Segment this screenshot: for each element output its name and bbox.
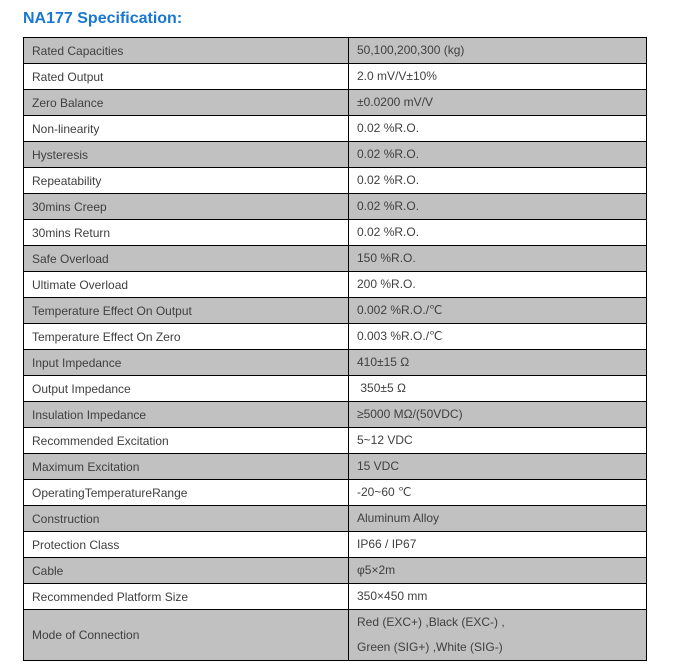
spec-label-cell: Recommended Platform Size [24,584,349,610]
spec-value-cell [349,168,647,194]
spec-value-line: 0.003 %R.O./℃ [357,329,443,343]
spec-value-cell [349,38,647,64]
spec-value-cell [349,246,647,272]
spec-value-cell [349,376,647,402]
spec-value-line: 2.0 mV/V±10% [357,69,437,83]
spec-value-line: 0.02 %R.O. [357,121,420,135]
spec-value-cell [349,584,647,610]
spec-label-cell: Repeatability [24,168,349,194]
spec-value-line: Green (SIG+) ,White (SIG-) [357,640,503,654]
spec-value-line: 410±15 Ω [357,355,410,369]
spec-value-line: IP66 / IP67 [357,537,417,551]
spec-label-cell: Temperature Effect On Zero [24,324,349,350]
spec-value-cell [349,64,647,90]
spec-value-line: Aluminum Alloy [357,511,440,525]
spec-label-cell: Temperature Effect On Output [24,298,349,324]
table-row [24,402,647,428]
table-row [24,376,647,402]
spec-label-cell: Cable [24,558,349,584]
spec-value-cell [349,324,647,350]
spec-label-cell: Input Impedance [24,350,349,376]
spec-value-cell [349,402,647,428]
spec-label-cell: OperatingTemperatureRange [24,480,349,506]
spec-label-cell: Insulation Impedance [24,402,349,428]
spec-value-cell [349,532,647,558]
spec-label-cell: 30mins Creep [24,194,349,220]
spec-value-line: 350×450 mm [357,589,428,603]
spec-label-cell: Zero Balance [24,90,349,116]
spec-value-cell [349,220,647,246]
spec-value-line: 0.02 %R.O. [357,199,420,213]
spec-value-cell [349,506,647,532]
spec-value-cell [349,116,647,142]
spec-label-cell: Hysteresis [24,142,349,168]
table-row [24,194,647,220]
spec-label-cell: Construction [24,506,349,532]
table-row [24,454,647,480]
table-row [24,558,647,584]
spec-value-cell [349,142,647,168]
table-row [24,246,647,272]
table-row [24,220,647,246]
spec-value-line: φ5×2m [357,563,396,577]
spec-value-cell [349,194,647,220]
spec-label-cell: 30mins Return [24,220,349,246]
spec-value-line: 0.02 %R.O. [357,225,420,239]
spec-label-cell: Protection Class [24,532,349,558]
spec-value-line: 0.02 %R.O. [357,147,420,161]
spec-value-line: ≥5000 MΩ/(50VDC) [357,407,463,421]
spec-value-cell [349,480,647,506]
spec-value-line: 15 VDC [357,459,400,473]
spec-value-line: 5~12 VDC [357,433,413,447]
spec-label-cell: Recommended Excitation [24,428,349,454]
spec-label-cell: Rated Output [24,64,349,90]
table-row [24,428,647,454]
spec-value-line: 350±5 Ω [357,381,406,395]
spec-value-line: 50,100,200,300 (kg) [357,43,465,57]
spec-value-cell [349,272,647,298]
table-row [24,116,647,142]
spec-value-cell [349,558,647,584]
table-row [24,506,647,532]
spec-label-cell: Non-linearity [24,116,349,142]
spec-value-line: Red (EXC+) ,Black (EXC-) , [357,615,505,629]
spec-value-cell [349,90,647,116]
table-row [24,610,647,661]
table-row [24,480,647,506]
table-row [24,38,647,64]
spec-label-cell: Output Impedance [24,376,349,402]
spec-value-cell [349,428,647,454]
spec-value-line: 0.002 %R.O./℃ [357,303,443,317]
spec-value-cell [349,350,647,376]
table-row [24,168,647,194]
table-row [24,142,647,168]
spec-value-line: 200 %R.O. [357,277,416,291]
spec-table [23,37,647,661]
table-row [24,64,647,90]
spec-label-cell: Maximum Excitation [24,454,349,480]
table-row [24,90,647,116]
spec-value-cell [349,454,647,480]
spec-label-cell: Ultimate Overload [24,272,349,298]
spec-value-cell [349,610,647,661]
spec-value-line: -20~60 ℃ [357,485,412,499]
spec-table-body [24,38,647,661]
table-row [24,298,647,324]
spec-label-cell: Rated Capacities [24,38,349,64]
spec-value-line: ±0.0200 mV/V [357,95,433,109]
table-row [24,532,647,558]
spec-value-line: 0.02 %R.O. [357,173,420,187]
table-row [24,584,647,610]
table-row [24,272,647,298]
spec-value-cell [349,298,647,324]
spec-value-line: 150 %R.O. [357,251,416,265]
table-row [24,324,647,350]
spec-label-cell: Mode of Connection [24,610,349,661]
page-title: NA177 Specification: [23,10,183,27]
spec-label-cell: Safe Overload [24,246,349,272]
table-row [24,350,647,376]
